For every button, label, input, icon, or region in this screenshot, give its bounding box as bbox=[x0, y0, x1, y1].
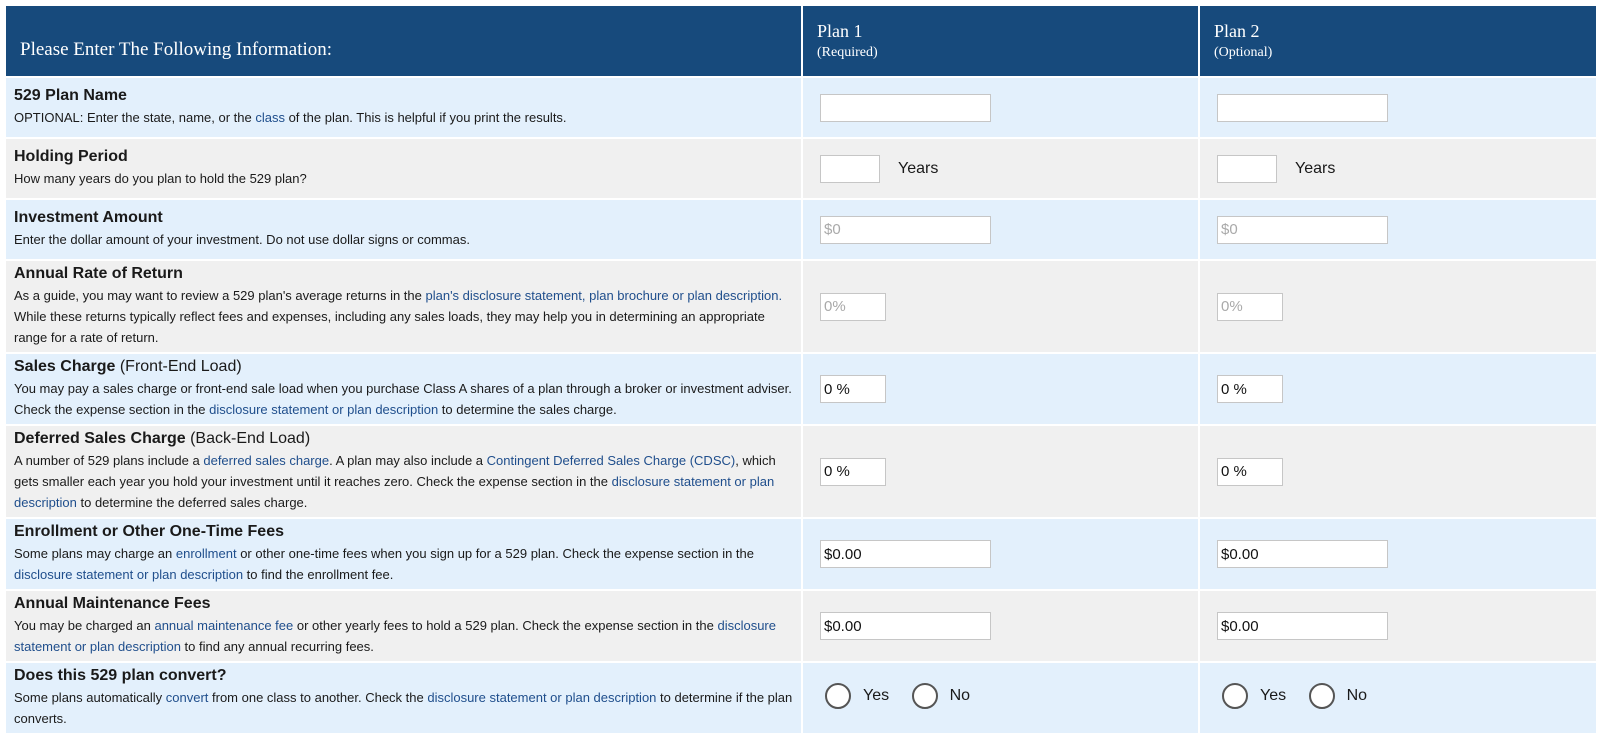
question-title: Enrollment or Other One-Time Fees bbox=[14, 523, 284, 540]
plan2-note: (Optional) bbox=[1214, 45, 1273, 60]
question-cell bbox=[6, 426, 801, 517]
plan1-name-input[interactable] bbox=[820, 94, 991, 122]
plan1-input-cell bbox=[803, 426, 1198, 517]
row-holding-period bbox=[6, 139, 1596, 198]
plan1-sales-charge-input[interactable] bbox=[820, 375, 886, 403]
plan2-deferred-charge-input[interactable] bbox=[1217, 458, 1283, 486]
row-enrollment-fees bbox=[6, 519, 1596, 589]
years-unit-label: Years bbox=[1295, 159, 1336, 177]
plan1-input-cell bbox=[803, 200, 1198, 259]
link-disclosure[interactable]: disclosure statement or plan description bbox=[427, 690, 657, 705]
link-class[interactable]: class bbox=[255, 110, 285, 125]
row-plan-convert bbox=[6, 663, 1596, 733]
row-deferred-sales-charge bbox=[6, 426, 1596, 517]
row-investment-amount bbox=[6, 200, 1596, 259]
question-desc: Enter the dollar amount of your investment. Do not use dollar signs or commas. bbox=[14, 232, 470, 247]
row-sales-charge bbox=[6, 354, 1596, 424]
question-title: Deferred Sales Charge (Back-End Load) bbox=[14, 430, 311, 447]
plan2-radio-cell bbox=[1200, 663, 1596, 733]
link-maintenance-fee[interactable]: annual maintenance fee bbox=[154, 618, 294, 633]
row-rate-of-return bbox=[6, 261, 1596, 352]
row-plan-name bbox=[6, 78, 1596, 137]
radio-circle-icon[interactable] bbox=[912, 683, 938, 709]
plan2-investment-input[interactable] bbox=[1217, 216, 1388, 244]
plan2-input-cell bbox=[1200, 139, 1596, 198]
plan2-maintenance-fee-input[interactable] bbox=[1217, 612, 1388, 640]
plan1-investment-input[interactable] bbox=[820, 216, 991, 244]
question-title: Annual Rate of Return bbox=[14, 265, 183, 282]
question-cell bbox=[6, 663, 801, 733]
plan1-maintenance-fee-input[interactable] bbox=[820, 612, 991, 640]
plan1-enrollment-fee-input[interactable] bbox=[820, 540, 991, 568]
plan2-input-cell bbox=[1200, 426, 1596, 517]
plan2-input-cell bbox=[1200, 200, 1596, 259]
plan1-convert-yes[interactable]: Yes bbox=[825, 683, 889, 709]
plan1-years-input[interactable] bbox=[820, 155, 880, 183]
link-cdsc[interactable]: Contingent Deferred Sales Charge (CDSC) bbox=[486, 453, 736, 468]
plan1-radio-cell bbox=[803, 663, 1198, 733]
question-cell bbox=[6, 354, 801, 424]
link-disclosure[interactable]: disclosure statement or plan description bbox=[14, 474, 775, 510]
radio-circle-icon[interactable] bbox=[1309, 683, 1335, 709]
question-desc: You may pay a sales charge or front-end sale load when you purchase Class A shares of a plan through a broker or investment adviser. Check the expense section in the disclosure statement or plan description to determine the sales charge. bbox=[14, 381, 792, 417]
plan2-input-cell bbox=[1200, 519, 1596, 589]
question-desc: A number of 529 plans include a deferred sales charge. A plan may also include a Contingent Deferred Sales Charge (CDSC), which gets smaller each year you hold your investment until it reaches zero. Check the expense section in the disclosure statement or plan description to determine the deferred sales charge. bbox=[14, 453, 776, 510]
plan1-return-input[interactable] bbox=[820, 293, 886, 321]
plan2-sales-charge-input[interactable] bbox=[1217, 375, 1283, 403]
plan1-input-cell bbox=[803, 261, 1198, 352]
link-convert[interactable]: convert bbox=[165, 690, 209, 705]
question-desc: OPTIONAL: Enter the state, name, or the class of the plan. This is helpful if you print the results. bbox=[14, 110, 567, 125]
question-desc: You may be charged an annual maintenance fee or other yearly fees to hold a 529 plan. Check the expense section in the disclosure statement or plan description to find any annual recurring fees. bbox=[14, 618, 776, 654]
plan1-input-cell bbox=[803, 78, 1198, 137]
question-cell bbox=[6, 78, 801, 137]
calculator-table bbox=[4, 4, 1598, 735]
header-title-cell bbox=[6, 6, 801, 76]
plan2-return-input[interactable] bbox=[1217, 293, 1283, 321]
plan1-input-cell bbox=[803, 591, 1198, 661]
plan1-input-cell bbox=[803, 354, 1198, 424]
question-desc: How many years do you plan to hold the 529 plan? bbox=[14, 171, 307, 186]
link-deferred-sales-charge[interactable]: deferred sales charge bbox=[203, 453, 330, 468]
plan1-deferred-charge-input[interactable] bbox=[820, 458, 886, 486]
plan1-note: (Required) bbox=[817, 45, 878, 60]
plan1-convert-no[interactable]: No bbox=[912, 683, 970, 709]
header-plan2-cell bbox=[1200, 6, 1596, 76]
plan2-enrollment-fee-input[interactable] bbox=[1217, 540, 1388, 568]
question-desc: As a guide, you may want to review a 529 plan's average returns in the plan's disclosure statement, plan brochure or plan description. While these returns typically reflect fees and expenses, including any sales loads, they may help you in determining an appropriate range for a rate of return. bbox=[14, 288, 783, 345]
header-title: Please Enter The Following Information: bbox=[20, 39, 333, 60]
plan2-convert-yes[interactable]: Yes bbox=[1222, 683, 1286, 709]
header-plan1-cell bbox=[803, 6, 1198, 76]
plan1-input-cell bbox=[803, 519, 1198, 589]
plan2-convert-no[interactable]: No bbox=[1309, 683, 1367, 709]
plan1-input-cell bbox=[803, 139, 1198, 198]
plan2-years-input[interactable] bbox=[1217, 155, 1277, 183]
question-desc: Some plans may charge an enrollment or other one-time fees when you sign up for a 529 plan. Check the expense section in the disclosure statement or plan description to find the enrollment fee. bbox=[14, 546, 755, 582]
link-disclosure[interactable]: disclosure statement or plan description bbox=[14, 567, 244, 582]
plan2-input-cell bbox=[1200, 78, 1596, 137]
link-disclosure[interactable]: disclosure statement or plan description bbox=[14, 618, 776, 654]
plan2-input-cell bbox=[1200, 261, 1596, 352]
question-title: Sales Charge (Front-End Load) bbox=[14, 358, 242, 375]
radio-circle-icon[interactable] bbox=[1222, 683, 1248, 709]
question-cell bbox=[6, 200, 801, 259]
link-disclosure[interactable]: disclosure statement or plan description bbox=[209, 402, 439, 417]
radio-circle-icon[interactable] bbox=[825, 683, 851, 709]
question-desc: Some plans automatically convert from one class to another. Check the disclosure statement or plan description to determine if the plan converts. bbox=[14, 690, 793, 726]
question-cell bbox=[6, 591, 801, 661]
question-title: 529 Plan Name bbox=[14, 87, 127, 104]
question-cell bbox=[6, 519, 801, 589]
question-title: Investment Amount bbox=[14, 209, 163, 226]
question-cell bbox=[6, 139, 801, 198]
question-title: Does this 529 plan convert? bbox=[14, 667, 227, 684]
plan2-input-cell bbox=[1200, 354, 1596, 424]
link-disclosure[interactable]: plan's disclosure statement, plan brochure or plan description. bbox=[425, 288, 783, 303]
link-enrollment[interactable]: enrollment bbox=[175, 546, 237, 561]
plan2-input-cell bbox=[1200, 591, 1596, 661]
plan1-heading: Plan 1 bbox=[817, 21, 863, 41]
question-title: Holding Period bbox=[14, 148, 128, 165]
header-row bbox=[6, 6, 1596, 76]
question-title: Annual Maintenance Fees bbox=[14, 595, 211, 612]
question-cell bbox=[6, 261, 801, 352]
plan2-name-input[interactable] bbox=[1217, 94, 1388, 122]
row-maintenance-fees bbox=[6, 591, 1596, 661]
years-unit-label: Years bbox=[898, 159, 939, 177]
plan2-heading: Plan 2 bbox=[1214, 21, 1260, 41]
